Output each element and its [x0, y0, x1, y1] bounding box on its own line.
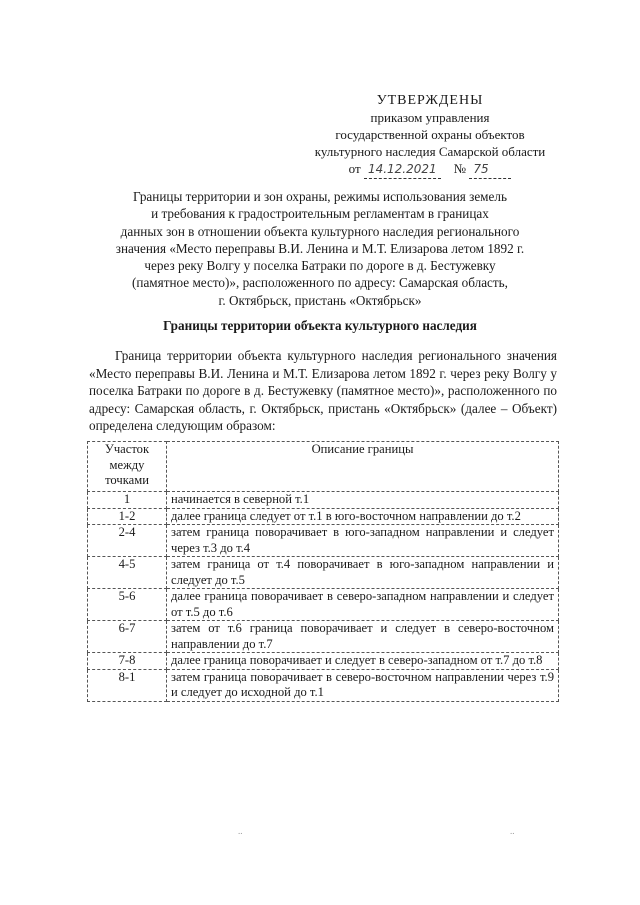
- segment-cell: 4-5: [88, 557, 167, 589]
- approval-line: государственной охраны объектов: [335, 127, 525, 142]
- segment-cell: 5-6: [88, 589, 167, 621]
- table-row: [88, 589, 559, 621]
- table-row: [88, 492, 559, 509]
- description-cell: затем граница поворачивает в северо-восточном направлении через т.9 и следует до исходной до т.1: [167, 669, 559, 701]
- segment-cell: 6-7: [88, 621, 167, 653]
- title-line: (памятное место)», расположенного по адресу: Самарская область,: [132, 275, 508, 291]
- description-cell: затем граница поворачивает в юго-западном направлении и следует через т.3 до т.4: [167, 525, 559, 557]
- number-prefix: №: [453, 161, 467, 176]
- segment-cell: 1: [88, 492, 167, 509]
- description-cell: затем от т.6 граница поворачивает и следует в северо-восточном направлении до т.7: [167, 621, 559, 653]
- section-title: Границы территории объекта культурного наследия: [163, 318, 477, 333]
- table-row: [88, 621, 559, 653]
- segment-cell: 1-2: [88, 508, 167, 525]
- header-description: Описание границы: [167, 442, 559, 492]
- handwritten-date: 14.12.2021: [364, 161, 441, 179]
- date-prefix: от: [348, 161, 361, 176]
- approval-title: УТВЕРЖДЕНЫ: [376, 93, 484, 108]
- title-line: данных зон в отношении объекта культурного наследия регионального: [120, 223, 520, 239]
- approval-line: приказом управления: [370, 110, 490, 125]
- segment-cell: 7-8: [88, 653, 167, 670]
- segment-cell: 2-4: [88, 525, 167, 557]
- approval-block: [300, 92, 560, 179]
- description-cell: далее граница поворачивает и следует в северо-западном от т.7 до т.8: [167, 653, 559, 670]
- title-line: через реку Волгу у поселка Батраки по дороге в д. Бестужевку: [144, 258, 496, 274]
- scan-mark-left: ..: [238, 826, 243, 836]
- header-segment: Участок между точками: [88, 442, 167, 492]
- title-line: Границы территории и зон охраны, режимы использования земель: [133, 189, 507, 204]
- description-cell: далее граница поворачивает в северо-западном направлении и следует от т.5 до т.6: [167, 589, 559, 621]
- description-cell: начинается в северной т.1: [167, 492, 559, 509]
- table-row: [88, 669, 559, 701]
- table-row: [88, 653, 559, 670]
- title-line: и требования к градостроительным регламентам в границах: [151, 206, 489, 222]
- title-line: г. Октябрьск, пристань «Октябрьск»: [218, 292, 422, 308]
- table-row: [88, 508, 559, 525]
- table-header-row: [88, 442, 559, 492]
- table-row: [88, 557, 559, 589]
- boundary-table: [87, 441, 559, 702]
- document-title: [90, 188, 550, 309]
- segment-cell: 8-1: [88, 669, 167, 701]
- handwritten-number: 75: [469, 161, 511, 179]
- approval-line: культурного наследия Самарской области: [314, 144, 546, 159]
- table-row: [88, 525, 559, 557]
- description-cell: далее граница следует от т.1 в юго-восточном направлении до т.2: [167, 508, 559, 525]
- title-line: значения «Место переправы В.И. Ленина и М.Т. Елизарова летом 1892 г.: [115, 240, 525, 256]
- scan-mark-right: ..: [510, 826, 515, 836]
- approval-date-line: [300, 160, 560, 179]
- intro-paragraph: Граница территории объекта культурного наследия регионального значения «Место переправы В.И. Ленина и М.Т. Елизарова летом 1892 г. через реку Волгу у поселка Батраки по дороге в д. Бестужевку (памятное место)», расположенного по адресу: Самарская область, г. Октябрьск, пристань «Октябрьск» (далее – Объект) определена следующим образом:: [89, 348, 557, 433]
- description-cell: затем граница от т.4 поворачивает в юго-западном направлении и следует до т.5: [167, 557, 559, 589]
